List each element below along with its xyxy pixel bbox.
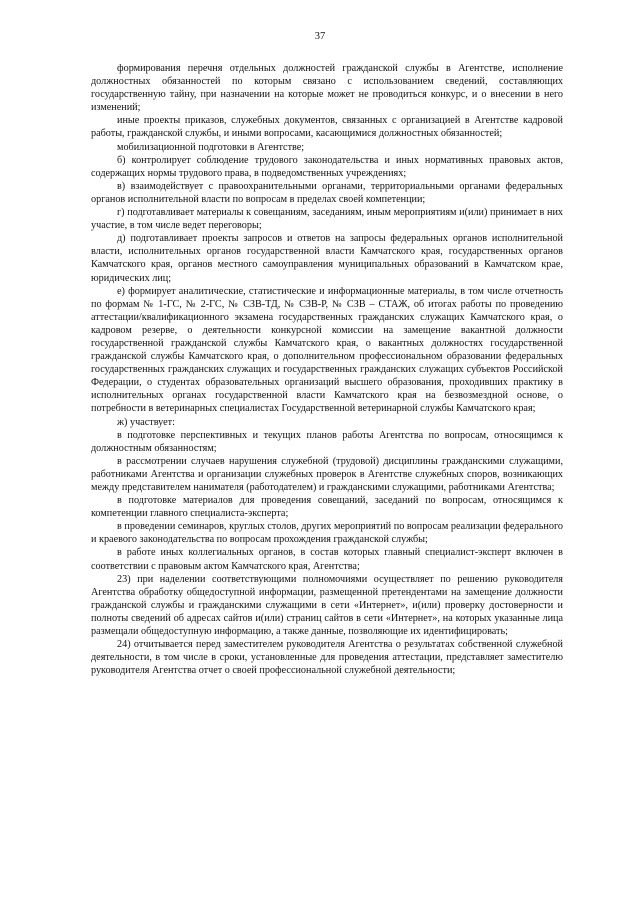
paragraph-9: ж) участвует:	[117, 416, 175, 428]
paragraph-4: б) контролирует соблюдение трудового законодательства и иных нормативных правовых актов, содержащих нормы трудового права, в подведомственных учреждениях;	[91, 154, 563, 179]
paragraph-1: формирования перечня отдельных должностей гражданской службы в Агентстве, исполнение должностных обязанностей по которым связано с использованием сведений, составляющих государственную тайну, при назначении на которые может не проводиться конкурс, и о внесении в него изменений;	[91, 63, 563, 114]
paragraph-16: 24) отчитывается перед заместителем руководителя Агентства о результатах собственной служебной деятельности, в том числе в сроки, установленные для проведения аттестации, представляет заместителю руководителя Агентства отчет о своей профессиональной служебной деятельности;	[91, 639, 563, 677]
paragraph-8: е) формирует аналитические, статистические и информационные материалы, в том числе отчетность по формам № 1-ГС, № 2-ГС, № СЗВ-ТД, № СЗВ-Р, № СЗВ – СТАЖ, об итогах работы по проведению аттестации/квалификационного экзамена государственных гражданских служащих Камчатского края, о кадровом резерве, о деятельности конкурсной комиссии на замещение вакантной должности государственной гражданской службы Камчатского края, о вакантных должностях государственной гражданской службы Камчатского края, о дополнительном профессиональном образовании федеральных государственных гражданских служащих и государственных гражданских служащих субъектов Российской Федерации, о студентах образовательных организаций высшего образования, проходивших практику в исполнительных органах государственной власти Камчатского края на безвозмездной основе, о потребности в ветеринарных специалистах Государственной ветеринарной службы Камчатского края;	[91, 285, 563, 415]
paragraph-6: г) подготавливает материалы к совещаниям, заседаниям, иным мероприятиям и(или) принимает в них участие, в том числе ведет переговоры;	[91, 207, 563, 232]
paragraph-13: в проведении семинаров, круглых столов, других мероприятий по вопросам реализации федерального и краевого законодательства по вопросам прохождения гражданской службы;	[91, 521, 563, 546]
paragraph-5: в) взаимодействует с правоохранительными органами, территориальными органами федеральных органов исполнительной власти по вопросам в пределах своей компетенции;	[91, 180, 563, 205]
paragraph-3: мобилизационной подготовки в Агентстве;	[117, 141, 305, 153]
page-number: 37	[314, 31, 326, 42]
paragraph-15: 23) при наделении соответствующими полномочиями осуществляет по решению руководителя Агентства обработку общедоступной информации, размещенной претендентами на замещение должности гражданской службы и гражданскими служащими в сети «Интернет», и(или) проверку достоверности и полноты сведений об адресах сайтов и(или) страниц сайтов в сети «Интернет», на которых указанные лица размещали общедоступную информацию, а также данные, позволяющие их идентифицировать;	[91, 573, 563, 638]
paragraph-12: в подготовке материалов для проведения совещаний, заседаний по вопросам, относящимся к компетенции главного специалиста-эксперта;	[91, 495, 563, 520]
paragraph-11: в рассмотрении случаев нарушения служебной (трудовой) дисциплины гражданскими служащими, работниками Агентства и организации служебных проверок в Агентстве служебных споров, возникающих между представителем нанимателя (работодателем) и гражданскими служащими, работниками Агентства;	[91, 455, 563, 493]
paragraph-7: д) подготавливает проекты запросов и ответов на запросы федеральных органов исполнительной власти, исполнительных органов государственной власти Камчатского края, государственных органов Камчатского края, органов местного самоуправления муниципальных образований в Камчатском крае, юридических лиц;	[91, 233, 563, 284]
document-body	[91, 62, 563, 677]
paragraph-10: в подготовке перспективных и текущих планов работы Агентства по вопросам, относящимся к должностным обязанностям;	[91, 429, 563, 454]
paragraph-14: в работе иных коллегиальных органов, в состав которых главный специалист-эксперт включен в соответствии с правовым актом Камчатского края, Агентства;	[91, 547, 563, 572]
paragraph-2: иные проекты приказов, служебных документов, связанных с организацией в Агентстве кадровой работы, гражданской службы, и иными вопросами, касающимися должностных обязанностей;	[91, 115, 563, 140]
